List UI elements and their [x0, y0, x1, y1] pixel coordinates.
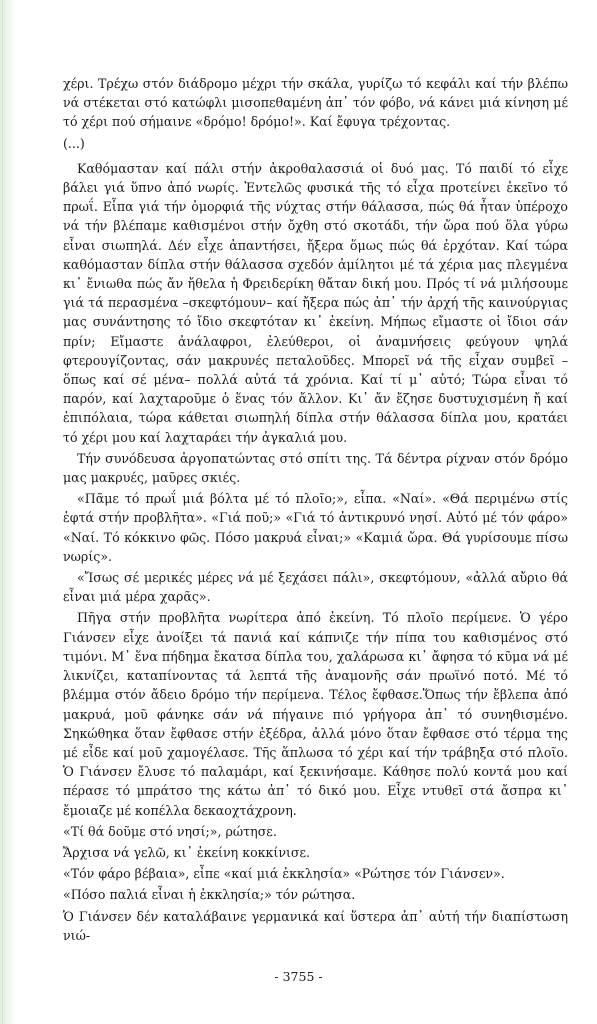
- paragraph-1: χέρι. Τρέχω στόν διάδρομο μέχρι τήν σκάλα, γυρίζω τό κεφάλι καί τήν βλέπω νά στέκεται στό κατώφλι μισοπεθαμένη ἀπ᾿ τόν φόβο, νά κάνει μιά κίνηση μέ τό χέρι πού σήμαινε «δρόμο! δρόμο!». Καί ἔφυγα τρέχοντας.: [63, 76, 568, 130]
- page-edge-line: [2, 0, 3, 1024]
- paragraph-10: «Πόσο παλιά εἶναι ἡ ἐκκλησία;» τόν ρώτησα.: [63, 887, 356, 903]
- paragraph-5: «Ἴσως σέ μερικές μέρες νά μέ ξεχάσει πάλι», σκεφτόμουν, «ἀλλά αὔριο θά εἶναι μιά μέρα χαρᾶς».: [63, 570, 568, 605]
- paragraph-6: Πῆγα στήν προβλῆτα νωρίτερα ἀπό ἐκείνη. Τό πλοῖο περίμενε. Ὁ γέρο Γιάνσεν εἶχε ἀνοίξει τά πανιά καί κάπνιζε τήν πίπα του καθισμένος στό τιμόνι. Μ᾿ ἕνα πήδημα ἔκατσα δίπλα του, χαλάρωσα κι᾿ ἄφησα τό κῦμα νά μέ λικνίζει, καταπίνοντας τά λεπτά τῆς ἀναμονῆς σάν πρωϊνό ποτό. Μέ τό βλέμμα στόν ἄδειο δρόμο τήν περίμενα. Τέλος ἔφθασε.Ὅπως τήν ἔβλεπα ἀπό μακρυά, μοῦ φάνηκε σάν νά πήγαινε πιό γρήγορα ἀπ᾿ τό συνηθισμένο. Σηκώθηκα ὅταν ἔφθασε στήν ἐξέδρα, ἀλλά μόνο ὅταν ἔφθασε στό τέρμα της μέ εἶδε καί μοῦ χαμογέλασε. Τῆς ἅπλωσα τό χέρι καί τήν τράβηξα στό πλοῖο. Ὁ Γιάνσεν ἔλυσε τό παλαμάρι, καί ξεκινήσαμε. Κάθησε πολύ κοντά μου καί πέρασε τό μπράτσο της κάτω ἀπ᾿ τό δικό μου. Εἶχε ντυθεῖ στά ἄσπρα κι᾿ ἔμοιαζε μέ κοπέλλα δεκαοχτάχρονη.: [63, 610, 568, 818]
- ellipsis-marker: (...): [63, 135, 85, 151]
- paragraph-4: «Πᾶμε τό πρωΐ μιά βόλτα μέ τό πλοῖο;», εἶπα. «Ναί». «Θά περιμένω στίς ἑφτά στήν προβλῆτα». «Γιά ποῦ;» «Γιά τό ἀντικρυνό νησί. Αὐτό μέ τόν φάρο» «Ναί. Τό κόκκινο φῶς. Πόσο μακρυά εἶναι;» «Καμιά ὥρα. Θά γυρίσουμε πίσω νωρίς».: [63, 491, 568, 564]
- paragraph-9: «Τόν φάρο βέβαια», εἶπε «καί μιά ἐκκλησία» «Ρώτησε τόν Γιάνσεν».: [63, 866, 505, 882]
- paragraph-2: Καθόμασταν καί πάλι στήν ἀκροθαλασσιά οἱ δυό μας. Τό παιδί τό εἶχε βάλει γιά ὕπνο ἀπό νωρίς. Ἐντελῶς φυσικά τῆς τό εἶχα προτείνει ἐκεῖνο τό πρωΐ. Εἶπα γιά τήν ὀμορφιά τῆς νύχτας στήν θάλασσα, πώς θά ἦταν ὑπέροχο νά τήν βλέπαμε καθισμένοι στήν ὄχθη στό σκοτάδι, τήν ὥρα πού ὅλα γύρω εἶναι σιωπηλά. Δέν εἶχε ἀπαντήσει, ἤξερα ὅμως πώς θά ἐρχόταν. Καί τώρα καθόμασταν δίπλα στήν θάλασσα σχεδόν ἀμίλητοι μέ τά χέρια μας πλεγμένα κι᾿ ἔνιωθα πώς ἄν ἤθελα ἡ Φρειδερίκη θἄταν δική μου. Πρός τί νά μιλήσουμε γιά τά περασμένα –σκεφτόμουν– καί ἤξερα πώς ἀπ᾿ τήν ἀρχή τῆς καινούργιας μας συνάντησης τό ἴδιο σκεφτόταν κι᾿ ἐκείνη. Μήπως εἴμαστε οἱ ἴδιοι σάν πρίν; Εἴμαστε ἀνάλαφροι, ἐλεύθεροι, οἱ ἀναμνήσεις φεύγουν ψηλά φτερουγίζοντας, σάν μακρυνές πεταλοῦδες. Μπορεῖ νά τῆς εἶχαν συμβεῖ –ὅπως καί σέ μένα– πολλά αὐτά τά χρόνια. Καί τί μ᾿ αὐτό; Τώρα εἶναι τό παρόν, καί λαχταροῦμε ὁ ἕνας τόν ἄλλον. Κι᾿ ἄν ἔζησε δυστυχισμένη ἤ καί ἐπιπόλαια, τώρα κάθεται σιωπηλή δίπλα στήν θάλασσα δίπλα μου, κρατάει τό χέρι μου καί λαχταράει τήν ἀγκαλιά μου.: [63, 160, 568, 445]
- paragraph-7: «Τί θά δοῦμε στό νησί;», ρώτησε.: [63, 823, 277, 839]
- page-number: - 3755 -: [274, 969, 323, 984]
- paragraph-3: Τήν συνόδευσα ἀργοπατώντας στό σπίτι της. Τά δέντρα ρίχναν στόν δρόμο μας μακρυές, μαῦρες σκιές.: [63, 450, 568, 486]
- paragraph-11: Ὁ Γιάνσεν δέν καταλάβαινε γερμανικά καί ὕστερα ἀπ᾿ αὐτή τήν διαπίστωση νιώ-: [63, 908, 568, 943]
- paragraph-8: Ἄρχισα νά γελῶ, κι᾿ ἐκείνη κοκκίνισε.: [63, 844, 311, 860]
- book-text-block: [63, 74, 568, 947]
